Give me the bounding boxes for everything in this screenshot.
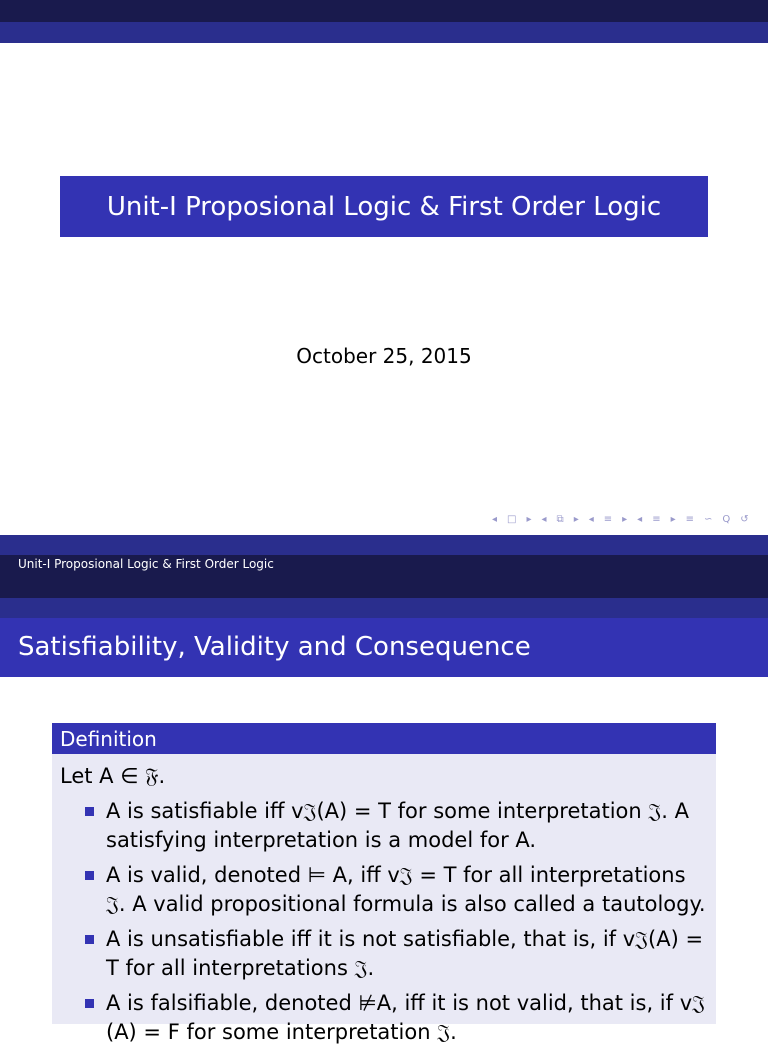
nav-prev-section-icon[interactable]: ◂ (637, 514, 643, 525)
nav-prev-slide-icon[interactable]: ◂ (492, 514, 498, 525)
square-bullet-icon (85, 871, 94, 880)
nav-prev-subsection-icon[interactable]: ◂ (588, 514, 594, 525)
list-item-text: A is falsifiable, denoted ⊭A, iff it is not valid, that is, if v𝔍 (A) = F for some interpretation 𝔍. (106, 991, 706, 1044)
list-item-text: A is satisfiable iff v𝔍(A) = T for some interpretation 𝔍. A satisfying interpretation is a model for A. (106, 799, 689, 852)
nav-subsection-icon[interactable]: ≡ (603, 514, 613, 525)
slide1-title: Unit-I Proposional Logic & First Order Logic (106, 191, 662, 222)
nav-section-icon[interactable]: ≡ (652, 514, 661, 525)
beamer-navigation-bar (492, 514, 749, 530)
list-item-text: A is unsatisfiable iff it is not satisfiable, that is, if v𝔍(A) = T for all interpretations 𝔍. (106, 927, 704, 980)
definition-block-title: Definition (52, 723, 716, 754)
list-item (60, 989, 706, 1047)
slide1-sub-band (0, 22, 768, 43)
definition-intro: Let A ∈ 𝔉. (60, 764, 166, 788)
slide1-date: October 25, 2015 (296, 344, 472, 368)
slide2-header-bar (0, 555, 768, 598)
definition-list (60, 797, 706, 1047)
slide2-frame-title-bar (0, 618, 768, 677)
nav-forward-icon[interactable]: ↺ (740, 514, 749, 525)
definition-block-body (52, 754, 716, 1047)
nav-document-icon[interactable]: ≡ (685, 514, 695, 525)
definition-block (52, 723, 716, 1044)
nav-next-section-icon[interactable]: ▸ (670, 514, 676, 525)
slide1-title-box (60, 176, 708, 237)
nav-next-subsection-icon[interactable]: ▸ (622, 514, 628, 525)
square-bullet-icon (85, 999, 94, 1008)
list-item-text: A is valid, denoted ⊨ A, iff v𝔍 = T for all interpretations 𝔍. A valid propositional formula is also called a tautology. (106, 863, 706, 916)
nav-slide-icon[interactable]: □ (507, 514, 517, 525)
nav-back-icon[interactable]: ∽ (704, 514, 713, 525)
nav-next-slide-icon[interactable]: ▸ (526, 514, 532, 525)
list-item (60, 925, 706, 983)
nav-next-frame-icon[interactable]: ▸ (573, 514, 579, 525)
slide1-top-band (0, 0, 768, 22)
slide2-frame-title: Satisfiability, Validity and Consequence (18, 632, 531, 662)
list-item (60, 861, 706, 919)
square-bullet-icon (85, 935, 94, 944)
nav-frame-icon[interactable]: ⧉ (556, 514, 564, 525)
slide2-top-band (0, 535, 768, 555)
nav-search-icon[interactable]: Q (722, 514, 731, 525)
nav-prev-frame-icon[interactable]: ◂ (541, 514, 547, 525)
square-bullet-icon (85, 807, 94, 816)
slide2-sub-band (0, 598, 768, 618)
slide2-header-title: Unit-I Proposional Logic & First Order Logic (18, 557, 274, 571)
list-item (60, 797, 706, 855)
